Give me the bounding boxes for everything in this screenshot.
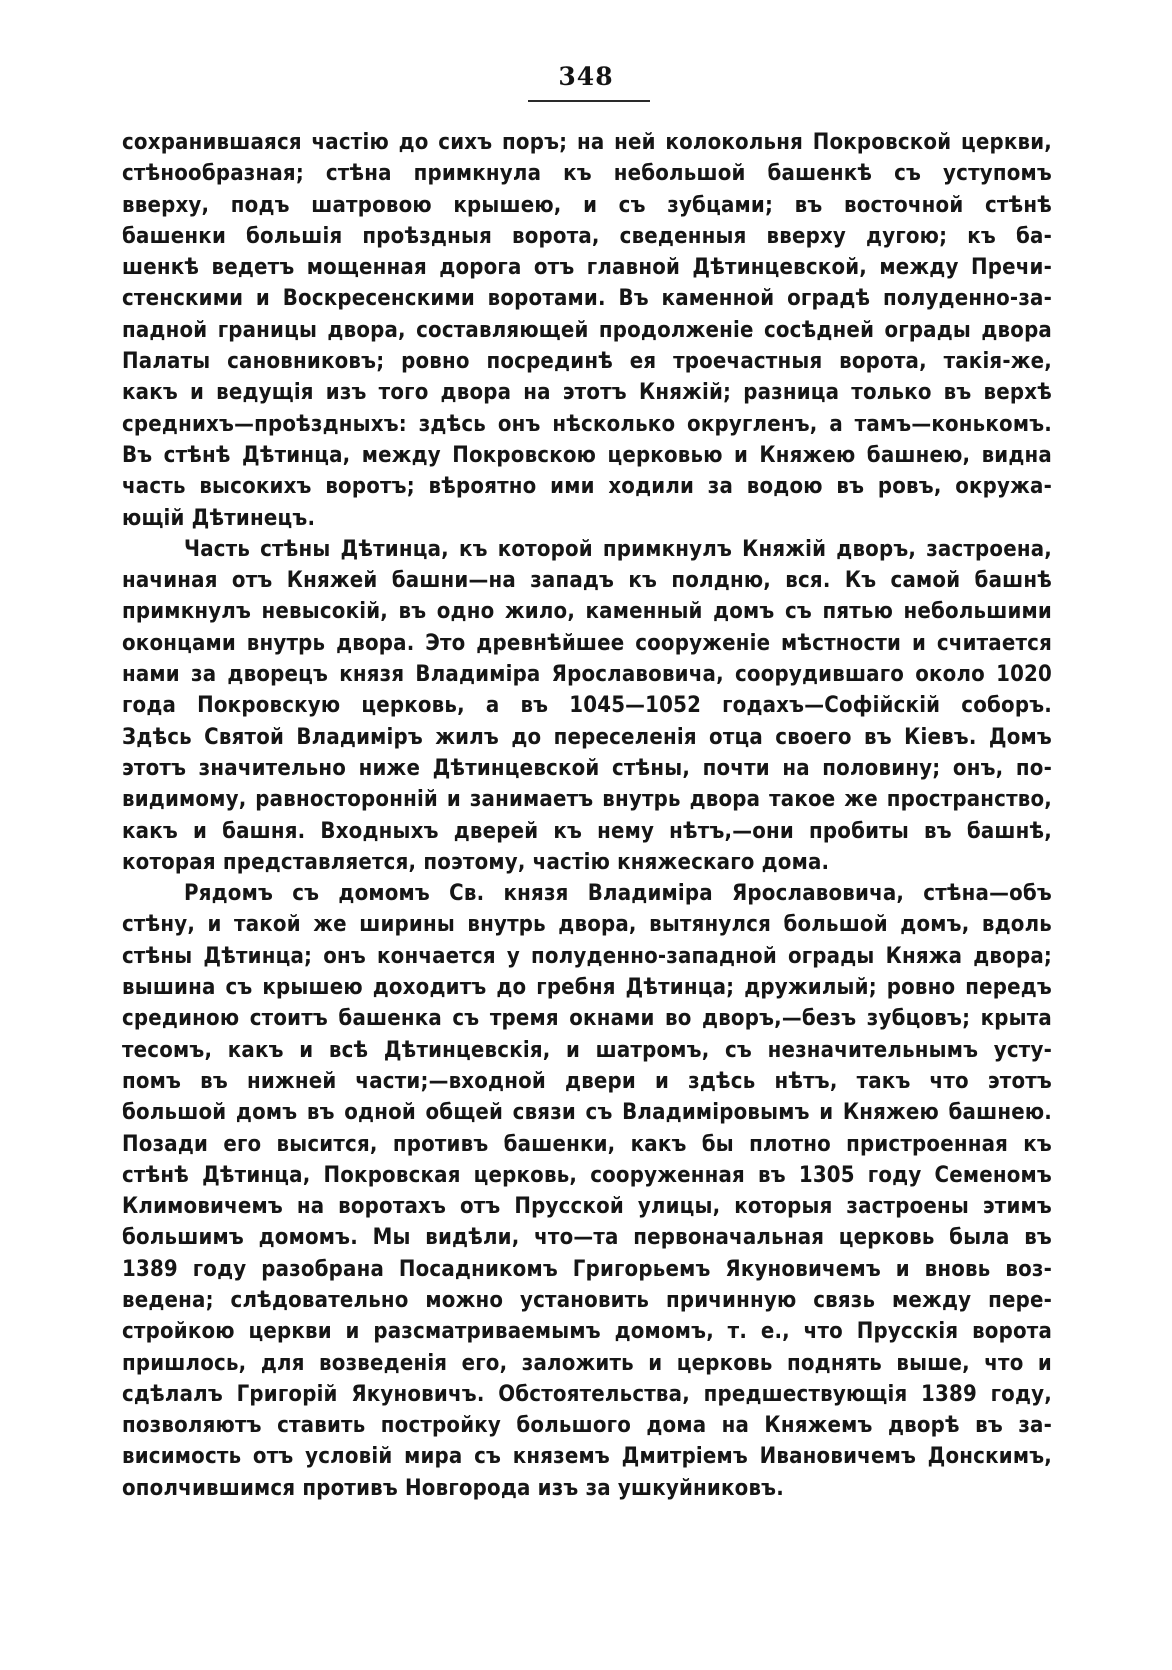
text-line: видимому, равносторонній и занимаетъ внутрь двора такое же пространство, [122, 787, 1052, 813]
text-line: стѣны Дѣтинца; онъ кончается у полуденно-западной ограды Княжа двора; [122, 943, 1052, 969]
paragraph [122, 127, 1052, 534]
text-line: 1389 году разобрана Посадникомъ Григорьемъ Якуновичемъ и вновь воз- [122, 1256, 1052, 1282]
paragraph [122, 878, 1052, 1504]
text-line: башенки большія проѣздныя ворота, сведенныя вверху дугою; къ ба- [122, 223, 1052, 249]
text-line: срединою стоитъ башенка съ тремя окнами во дворъ,—безъ зубцовъ; крыта [122, 1006, 1052, 1032]
text-line: сдѣлалъ Григорій Якуновичъ. Обстоятельства, предшествующія 1389 году, [122, 1381, 1052, 1407]
text-line: какъ и башня. Входныхъ дверей къ нему нѣтъ,—они пробиты въ башнѣ, [122, 818, 1052, 844]
text-line: помъ въ нижней части;—входной двери и здѣсь нѣтъ, такъ что этотъ [122, 1068, 1052, 1094]
text-line: вышина съ крышею доходитъ до гребня Дѣтинца; дружилый; ровно передъ [122, 975, 1052, 1001]
text-line: этотъ значительно ниже Дѣтинцевской стѣны, почти на половину; онъ, по- [122, 755, 1052, 781]
text-line: висимость отъ условій мира съ княземъ Дмитріемъ Ивановичемъ Донскимъ, [122, 1444, 1052, 1470]
body-text [122, 127, 1052, 1504]
text-line: стройкою церкви и разсматриваемымъ домомъ, т. е., что Прусскія ворота [122, 1319, 1052, 1345]
text-line: стѣну, и такой же ширины внутрь двора, вытянулся большой домъ, вдоль [122, 912, 1052, 938]
text-line: тесомъ, какъ и всѣ Дѣтинцевскія, и шатромъ, съ незначительнымъ усту- [122, 1037, 1052, 1063]
text-line: начиная отъ Княжей башни—на западъ къ полдню, вся. Къ самой башнѣ [122, 568, 1052, 594]
text-line: ющій Дѣтинецъ. [122, 505, 316, 531]
text-line: позволяютъ ставить постройку большого дома на Княжемъ дворѣ въ за- [122, 1413, 1052, 1439]
text-line: Палаты сановниковъ; ровно посрединѣ ея троечастныя ворота, такія-же, [122, 349, 1052, 375]
text-line: ведена; слѣдовательно можно установить причинную связь между пере- [122, 1287, 1052, 1313]
text-line: которая представляется, поэтому, частію княжескаго дома. [122, 849, 830, 875]
page-number-underline [528, 100, 650, 102]
text-line: года Покровскую церковь, а въ 1045—1052 годахъ—Софійскій соборъ. [122, 693, 1052, 719]
text-line: Рядомъ съ домомъ Св. князя Владиміра Ярославовича, стѣна—объ [184, 881, 1052, 907]
text-line: Здѣсь Святой Владиміръ жилъ до переселенія отца своего въ Кіевъ. Домъ [122, 724, 1052, 750]
text-line: оконцами внутрь двора. Это древнѣйшее сооруженіе мѣстности и считается [122, 630, 1052, 656]
text-line: пришлось, для возведенія его, заложить и церковь поднять выше, что и [122, 1350, 1052, 1376]
text-line: Климовичемъ на воротахъ отъ Прусской улицы, которыя застроены этимъ [122, 1194, 1052, 1220]
text-line: стѣнообразная; стѣна примкнула къ небольшой башенкѣ съ уступомъ [122, 161, 1052, 187]
text-line: нами за дворецъ князя Владиміра Ярославовича, соорудившаго около 1020 [122, 662, 1052, 688]
text-line: стѣнѣ Дѣтинца, Покровская церковь, сооруженная въ 1305 году Семеномъ [122, 1162, 1052, 1188]
text-line: Въ стѣнѣ Дѣтинца, между Покровскою церковью и Княжею башнею, видна [122, 442, 1052, 468]
page-number: 348 [558, 62, 614, 91]
text-line: Позади его высится, противъ башенки, какъ бы плотно пристроенная къ [122, 1131, 1052, 1157]
text-line: ополчившимся противъ Новгорода изъ за ушкуйниковъ. [122, 1475, 784, 1501]
text-line: большой домъ въ одной общей связи съ Владиміровымъ и Княжею башнею. [122, 1100, 1052, 1126]
text-line: часть высокихъ воротъ; вѣроятно ими ходили за водою въ ровъ, окружа- [122, 474, 1052, 500]
text-line: Часть стѣны Дѣтинца, къ которой примкнулъ Княжій дворъ, застроена, [184, 536, 1052, 562]
text-line: среднихъ—проѣздныхъ: здѣсь онъ нѣсколько округленъ, а тамъ—конькомъ. [122, 411, 1052, 437]
text-line: шенкѣ ведетъ мощенная дорога отъ главной Дѣтинцевской, между Пречи- [122, 255, 1052, 281]
text-line: стенскими и Воскресенскими воротами. Въ каменной оградѣ полуденно-за- [122, 286, 1052, 312]
text-line: какъ и ведущія изъ того двора на этотъ Княжій; разница только въ верхѣ [122, 380, 1052, 406]
text-line: большимъ домомъ. Мы видѣли, что—та первоначальная церковь была въ [122, 1225, 1052, 1251]
text-line: сохранившаяся частію до сихъ поръ; на ней колокольня Покровской церкви, [122, 130, 1052, 155]
paragraph [122, 534, 1052, 878]
text-line: падной границы двора, составляющей продолженіе сосѣдней ограды двора [122, 317, 1052, 343]
text-line: примкнулъ невысокій, въ одно жило, каменный домъ съ пятью небольшими [122, 599, 1052, 625]
text-line: вверху, подъ шатровою крышею, и съ зубцами; въ восточной стѣнѣ [122, 192, 1052, 218]
